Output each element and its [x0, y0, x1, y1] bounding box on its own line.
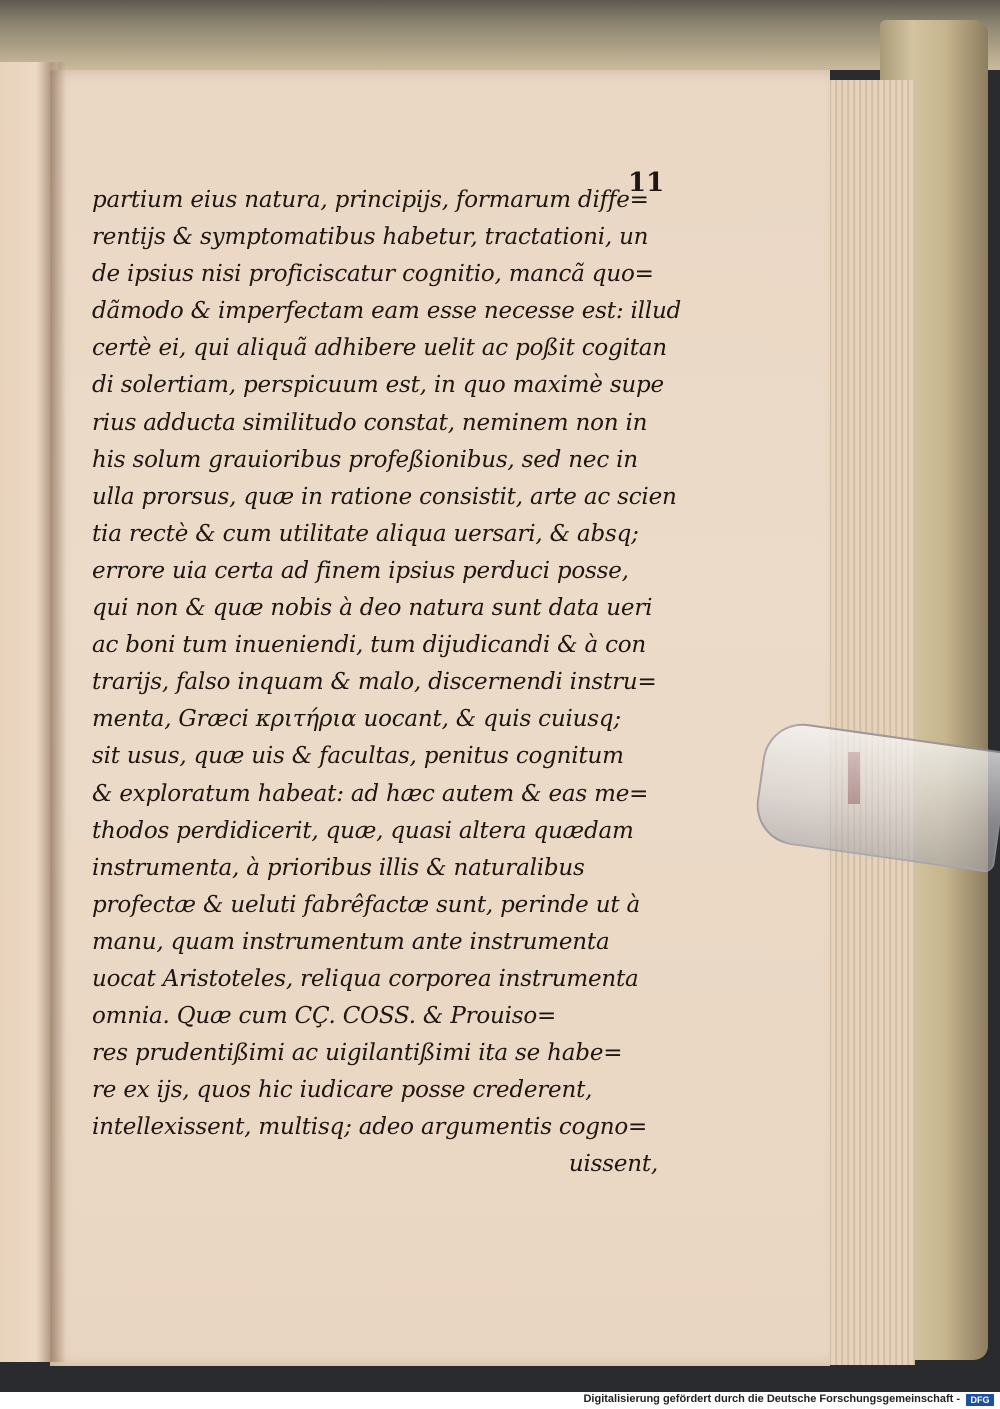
- text-line: profectæ & ueluti fabrêfactæ sunt, perinde ut à: [92, 891, 640, 918]
- text-line: certè ei, qui aliquã adhibere uelit ac poßit cogitan: [92, 335, 667, 362]
- text-line: trarijs, falso inquam & malo, discernendi instru=: [92, 669, 657, 696]
- text-line: qui non & quæ nobis à deo natura sunt data ueri: [92, 595, 653, 622]
- book-page: [50, 70, 830, 1366]
- text-line: menta, Græci κριτήρια uocant, & quis cuiusq;: [92, 706, 621, 733]
- text-line: his solum grauioribus profeßionibus, sed nec in: [92, 446, 638, 473]
- funding-credit: Digitalisierung gefördert durch die Deutsche Forschungsgemeinschaft -: [583, 1393, 960, 1405]
- text-line: thodos perdidicerit, quæ, quasi altera quædam: [92, 817, 634, 844]
- binding-top: [0, 0, 1000, 70]
- text-line: sit usus, quæ uis & facultas, penitus cognitum: [92, 743, 624, 770]
- text-line: partium eius natura, principijs, formarum diffe=: [92, 187, 649, 213]
- catchword: uissent,: [568, 1151, 658, 1178]
- text-line: omnia. Quæ cum CÇ. COSS. & Prouiso=: [92, 1003, 557, 1030]
- text-line: errore uia certa ad finem ipsius perduci posse,: [92, 557, 629, 584]
- text-line: uocat Aristoteles, reliqua corporea instrumenta: [92, 965, 639, 992]
- page-number: 11: [628, 168, 665, 198]
- text-line: ac boni tum inueniendi, tum dijudicandi & à con: [92, 632, 647, 659]
- text-line: de ipsius nisi proficiscatur cognitio, mancã quo=: [92, 261, 654, 288]
- text-line: rentijs & symptomatibus habetur, tractationi, un: [92, 224, 649, 251]
- text-line: & exploratum habeat: ad hæc autem & eas me=: [92, 780, 649, 807]
- text-line: res prudentißimi ac uigilantißimi ita se habe=: [92, 1040, 623, 1067]
- page-gutter: [36, 62, 66, 1362]
- text-line: tia rectè & cum utilitate aliqua uersari, & absq;: [92, 520, 639, 547]
- text-line: dãmodo & imperfectam eam esse necesse est: illud: [92, 298, 682, 325]
- text-line: ulla prorsus, quæ in ratione consistit, arte ac scien: [92, 483, 677, 510]
- text-line: manu, quam instrumentum ante instrumenta: [92, 928, 610, 955]
- text-line: instrumenta, à prioribus illis & naturalibus: [92, 854, 585, 881]
- footer-bar: [0, 1392, 1000, 1409]
- page-text: [92, 182, 682, 1184]
- page-stack-edges: [820, 80, 915, 1365]
- text-line: intellexissent, multisq; adeo argumentis cogno=: [92, 1114, 648, 1141]
- text-line: di solertiam, perspicuum est, in quo maximè supe: [92, 372, 664, 399]
- text-line: rius adducta similitudo constat, neminem non in: [92, 409, 648, 436]
- dfg-logo: DFG: [966, 1394, 994, 1406]
- text-line: re ex ijs, quos hic iudicare posse crederent,: [92, 1077, 593, 1104]
